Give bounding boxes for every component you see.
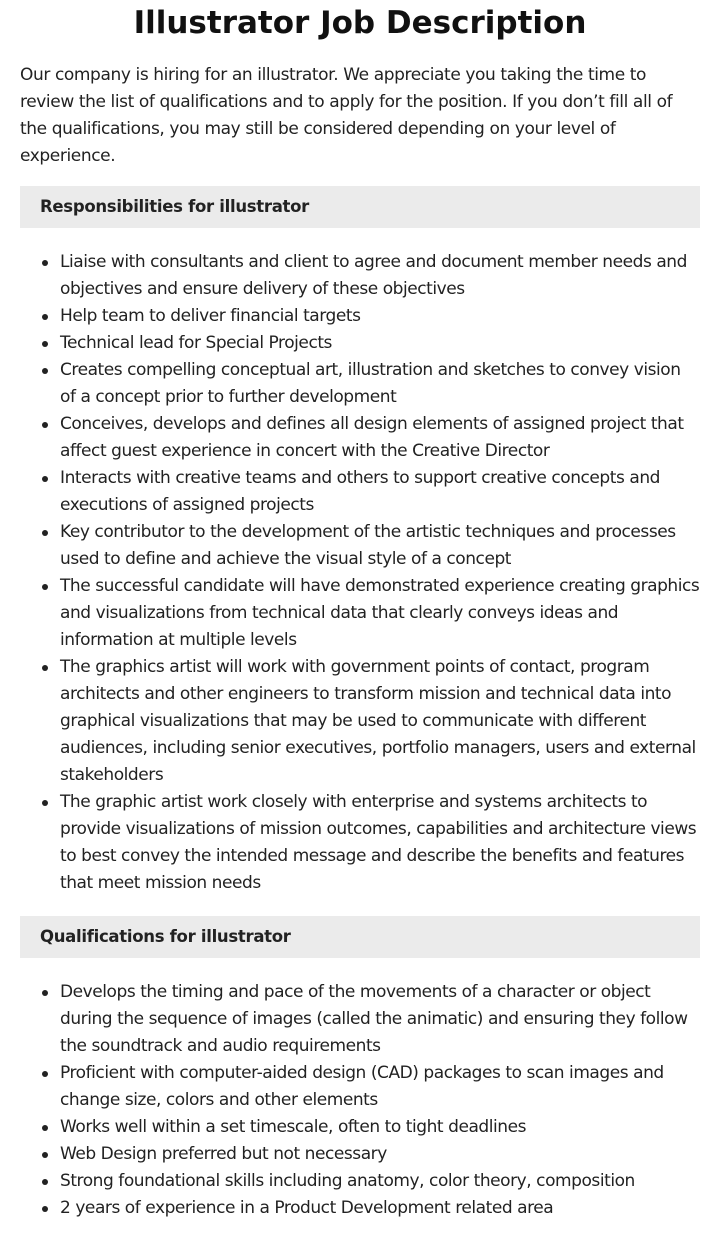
list-item: Works well within a set timescale, often to tight deadlines — [60, 1114, 700, 1141]
list-item: Help team to deliver financial targets — [60, 303, 700, 330]
intro-paragraph: Our company is hiring for an illustrator. We appreciate you taking the time to review the list of qualifications and to apply for the position. If you don’t fill all of the qualifications, you may still be considered depending on your level of experience. — [20, 65, 673, 166]
list-item: The graphic artist work closely with enterprise and systems architects to provide visualizations of mission outcomes, capabilities and architecture views to best convey the intended message and describe the benefits and features that meet mission needs — [60, 789, 700, 897]
list-item: Interacts with creative teams and others to support creative concepts and executions of assigned projects — [60, 465, 700, 519]
qualifications-list — [20, 979, 700, 1222]
list-item: Conceives, develops and defines all design elements of assigned project that affect guest experience in concert with the Creative Director — [60, 411, 700, 465]
page-title: Illustrator Job Description — [133, 5, 587, 41]
list-item: Develops the timing and pace of the movements of a character or object during the sequence of images (called the animatic) and ensuring they follow the soundtrack and audio requirements — [60, 979, 700, 1060]
list-item: Proficient with computer-aided design (CAD) packages to scan images and change size, colors and other elements — [60, 1060, 700, 1114]
responsibilities-list — [20, 249, 700, 897]
qualifications-heading: Qualifications for illustrator — [20, 916, 700, 958]
list-item: Strong foundational skills including anatomy, color theory, composition — [60, 1168, 700, 1195]
list-item: Creates compelling conceptual art, illustration and sketches to convey vision of a concept prior to further development — [60, 357, 700, 411]
list-item: The successful candidate will have demonstrated experience creating graphics and visualizations from technical data that clearly conveys ideas and information at multiple levels — [60, 573, 700, 654]
list-item: 2 years of experience in a Product Development related area — [60, 1195, 700, 1222]
list-item: Key contributor to the development of the artistic techniques and processes used to define and achieve the visual style of a concept — [60, 519, 700, 573]
list-item: The graphics artist will work with government points of contact, program architects and other engineers to transform mission and technical data into graphical visualizations that may be used to communicate with different audiences, including senior executives, portfolio managers, users and external stakeholders — [60, 654, 700, 789]
list-item: Liaise with consultants and client to agree and document member needs and objectives and ensure delivery of these objectives — [60, 249, 700, 303]
list-item: Technical lead for Special Projects — [60, 330, 700, 357]
responsibilities-heading: Responsibilities for illustrator — [20, 186, 700, 228]
list-item: Web Design preferred but not necessary — [60, 1141, 700, 1168]
